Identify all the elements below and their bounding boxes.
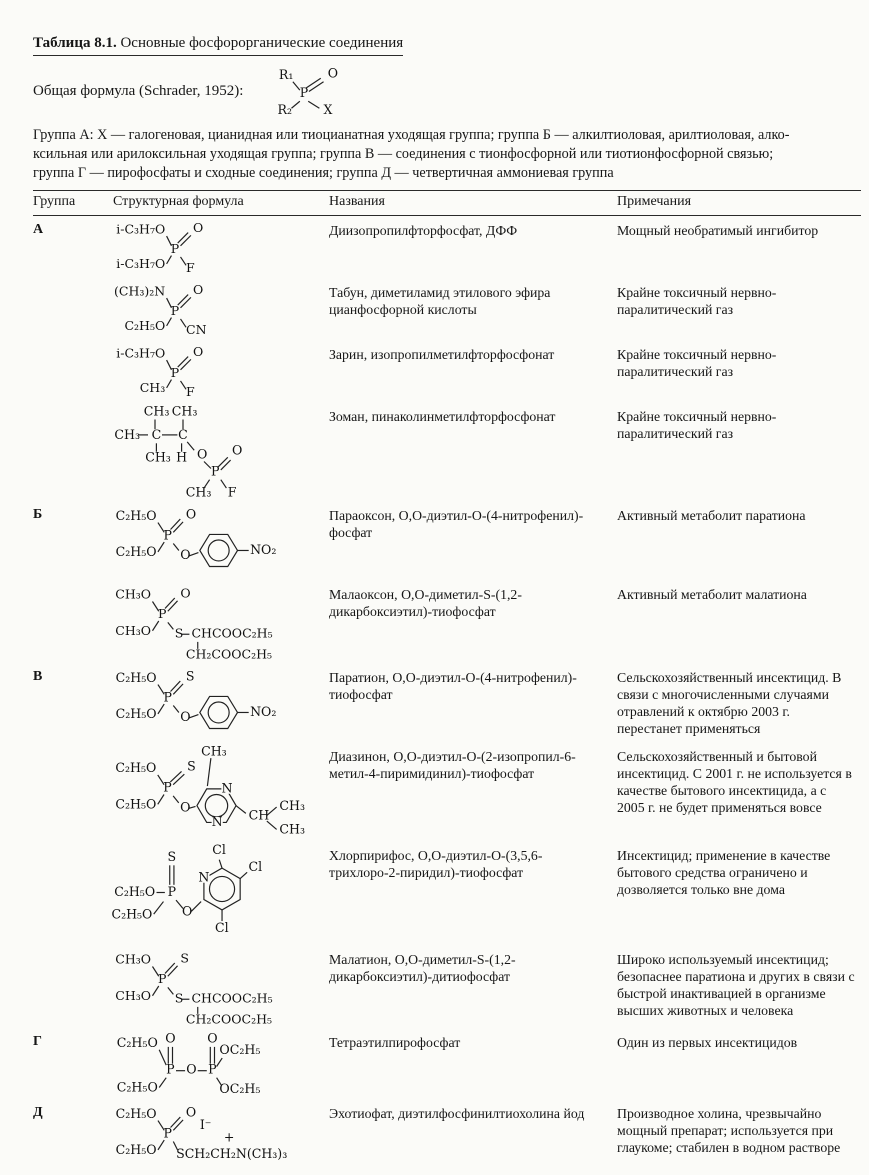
svg-text:S: S (187, 758, 196, 774)
table-row (33, 841, 861, 942)
svg-text:i-C₃H₇O: i-C₃H₇O (116, 345, 166, 361)
svg-text:i-C₃H₇O: i-C₃H₇O (116, 221, 166, 237)
structure-tabun-diagram (113, 280, 264, 337)
svg-text:C₂H₅O: C₂H₅O (115, 507, 157, 523)
table-row (33, 945, 861, 1025)
svg-text:O: O (185, 1104, 197, 1120)
svg-text:R₂: R₂ (277, 101, 293, 117)
svg-text:C₂H₅O: C₂H₅O (111, 906, 153, 922)
compound-name: Хлорпирифос, O,O-диэтил-O-(3,5,6-трихлоро-2-пиридил)-тиофосфат (329, 848, 543, 881)
compound-note: Активный метаболит паратиона (617, 508, 806, 524)
table-header-row (33, 190, 861, 216)
group-letter (33, 742, 113, 838)
group-letter: В (33, 669, 43, 685)
svg-text:O: O (328, 65, 339, 81)
svg-text:CH: CH (248, 807, 270, 823)
general-formula-diagram (269, 65, 353, 118)
compound-note: Крайне токсичный нервно-паралитический газ (617, 347, 777, 380)
svg-text:CH₂COOC₂H₅: CH₂COOC₂H₅ (185, 1011, 273, 1027)
group-letter: Б (33, 507, 43, 523)
group-letter: Д (33, 1105, 43, 1121)
structure-tepp-diagram (113, 1030, 302, 1096)
svg-text:P: P (163, 1125, 172, 1141)
structure-cell (113, 742, 329, 838)
svg-text:X: X (323, 101, 333, 117)
svg-text:CN: CN (186, 322, 207, 338)
svg-text:CH₂COOC₂H₅: CH₂COOC₂H₅ (185, 646, 273, 662)
general-formula-row (33, 60, 861, 122)
svg-text:S: S (174, 990, 184, 1006)
svg-text:O: O (193, 343, 204, 359)
structure-cell (113, 1028, 329, 1096)
compound-name: Малатион, O,O-диметил-S-(1,2-дикарбоксиэтил)-дитиофосфат (329, 952, 516, 985)
svg-text:P: P (166, 1061, 175, 1077)
table-row (33, 663, 861, 739)
compound-note: Крайне токсичный нервно-паралитический газ (617, 285, 777, 318)
svg-text:O: O (182, 903, 193, 919)
svg-text:C₂H₅O: C₂H₅O (115, 544, 157, 560)
compound-name: Тетраэтилпирофосфат (329, 1035, 461, 1051)
group-letter (33, 278, 113, 337)
compound-name: Паратион, O,O-диэтил-O-(4-нитрофенил)-тиофосфат (329, 670, 577, 703)
svg-text:CH₃: CH₃ (114, 427, 141, 443)
svg-text:S: S (180, 950, 189, 966)
column-header-structure: Структурная формула (113, 194, 244, 210)
svg-text:P: P (170, 240, 180, 256)
svg-text:O: O (165, 1030, 176, 1046)
structure-parathion-diagram (113, 665, 302, 739)
svg-text:O: O (180, 585, 191, 601)
compound-name: Зарин, изопропилметилфторфосфонат (329, 347, 555, 363)
svg-text:P: P (163, 689, 172, 705)
structure-malathion-diagram (113, 947, 302, 1025)
compound-name: Диизопропилфторфосфат, ДФФ (329, 223, 518, 239)
svg-text:P: P (167, 884, 177, 900)
svg-text:C₂H₅O: C₂H₅O (116, 1034, 158, 1050)
structure-cell (113, 216, 329, 275)
svg-text:O: O (180, 799, 191, 815)
svg-text:O: O (207, 1030, 218, 1046)
svg-text:O: O (180, 546, 191, 562)
structure-cell (113, 340, 329, 399)
table-row (33, 340, 861, 399)
structure-chlorpyrifos-diagram (113, 843, 299, 942)
group-letter: Г (33, 1034, 42, 1050)
structure-cell (113, 402, 329, 498)
svg-text:F: F (227, 484, 237, 500)
svg-text:CH₃O: CH₃O (115, 951, 152, 967)
table-row (33, 1028, 861, 1096)
svg-text:P: P (210, 463, 220, 479)
svg-text:S: S (174, 625, 184, 641)
group-letter (33, 340, 113, 399)
svg-text:CH₃O: CH₃O (115, 586, 152, 602)
svg-text:CH₃O: CH₃O (115, 988, 152, 1004)
table-caption-text: Основные фосфорорганические соединения (116, 35, 404, 51)
svg-text:P: P (163, 779, 172, 795)
compound-name: Эхотиофат, диэтилфосфинилтиохолина йод (329, 1106, 585, 1122)
svg-text:OC₂H₅: OC₂H₅ (219, 1041, 261, 1057)
table-row (33, 742, 861, 838)
svg-text:SCH₂CH₂N(CH₃)₃: SCH₂CH₂N(CH₃)₃ (176, 1146, 288, 1162)
svg-text:O: O (197, 446, 208, 462)
group-legend-line-2: ксильная или арилоксильная уходящая группа; группа В — соединения с тионфосфорной или тиотионфосфорной связью; (33, 146, 774, 163)
general-formula-label: Общая формула (Schrader, 1952): (33, 82, 244, 99)
svg-text:C₂H₅O: C₂H₅O (115, 669, 157, 685)
structure-cell (113, 278, 329, 337)
svg-text:H: H (176, 449, 188, 465)
group-letter (33, 841, 113, 942)
svg-text:P: P (163, 527, 172, 543)
svg-text:CH₃: CH₃ (145, 449, 171, 465)
svg-text:O: O (193, 219, 204, 235)
svg-text:F: F (186, 384, 195, 400)
svg-text:N: N (221, 780, 233, 796)
structure-cell (113, 841, 329, 942)
compound-note: Активный метаболит малатиона (617, 587, 807, 603)
svg-text:OC₂H₅: OC₂H₅ (219, 1081, 261, 1097)
svg-text:C₂H₅O: C₂H₅O (115, 796, 157, 812)
table-row (33, 216, 861, 275)
structure-cell (113, 1099, 329, 1175)
svg-text:P: P (300, 84, 309, 100)
svg-text:O: O (186, 1061, 197, 1077)
structure-cell (113, 580, 329, 660)
svg-text:CHCOOC₂H₅: CHCOOC₂H₅ (191, 990, 273, 1006)
svg-text:CH₃: CH₃ (185, 484, 212, 500)
compound-note: Мощный необратимый ингибитор (617, 223, 819, 239)
svg-text:P: P (170, 364, 180, 380)
svg-text:(CH₃)₂N: (CH₃)₂N (114, 283, 166, 299)
column-header-group: Группа (33, 194, 76, 210)
svg-text:i-C₃H₇O: i-C₃H₇O (116, 256, 166, 272)
group-letter (33, 945, 113, 1025)
svg-text:F: F (186, 260, 195, 276)
structure-sarin-diagram (113, 342, 264, 399)
svg-text:+: + (223, 1129, 235, 1145)
svg-text:CH₃: CH₃ (279, 821, 306, 837)
svg-text:NO₂: NO₂ (250, 542, 277, 558)
table-row (33, 1099, 861, 1175)
structure-cell (113, 663, 329, 739)
svg-text:C₂H₅O: C₂H₅O (124, 318, 166, 334)
svg-text:C₂H₅O: C₂H₅O (114, 884, 156, 900)
svg-text:C₂H₅O: C₂H₅O (115, 1142, 157, 1158)
svg-text:O: O (193, 281, 204, 297)
svg-text:I⁻: I⁻ (199, 1117, 212, 1133)
structure-dfp-diagram (113, 218, 264, 275)
compound-note: Широко используемый инсектицид; безопаснее паратиона и других в связи с быстрой инактивацией в организме высших животных и человека (617, 952, 855, 1018)
svg-text:Cl: Cl (248, 858, 263, 874)
svg-text:CH₃: CH₃ (143, 403, 170, 419)
svg-text:P: P (170, 302, 180, 318)
structure-soman-diagram (113, 404, 274, 498)
compound-name: Зоман, пинаколинметилфторфосфонат (329, 409, 556, 425)
structure-malaoxon-diagram (113, 582, 302, 660)
table-caption (33, 34, 403, 56)
compound-note: Сельскохозяйственный инсектицид. В связи с многочисленными случаями отравлений к октябрю 2003 г. перестанет применяться (617, 670, 842, 736)
svg-text:C: C (178, 427, 188, 443)
svg-text:Cl: Cl (212, 842, 226, 858)
group-legend-line-3: группа Г — пирофосфаты и сходные соединения; группа Д — четвертичная аммониевая группа (33, 165, 614, 182)
svg-text:CH₃: CH₃ (201, 743, 227, 759)
compound-name: Диазинон, O,O-диэтил-O-(2-изопропил-6-метил-4-пиримидинил)-тиофосфат (329, 749, 576, 782)
structure-cell (113, 501, 329, 577)
svg-text:CH₃: CH₃ (279, 797, 306, 813)
svg-text:C₂H₅O: C₂H₅O (115, 1105, 157, 1121)
table-row (33, 278, 861, 337)
structure-paraoxon-diagram (113, 503, 302, 577)
svg-text:O: O (232, 442, 243, 458)
svg-text:S: S (185, 668, 195, 684)
svg-text:P: P (208, 1061, 217, 1077)
compound-note: Производное холина, чрезвычайно мощный препарат; используется при глаукоме; стабилен в водном растворе (617, 1106, 841, 1156)
svg-text:C₂H₅O: C₂H₅O (115, 706, 157, 722)
group-letter (33, 580, 113, 660)
svg-text:S: S (167, 849, 177, 865)
svg-text:N: N (211, 814, 223, 830)
column-header-notes: Примечания (617, 194, 692, 210)
compound-note: Крайне токсичный нервно-паралитический газ (617, 409, 777, 442)
svg-text:C₂H₅O: C₂H₅O (115, 760, 157, 776)
group-legend-line-1: Группа А: X — галогеновая, цианидная или тиоцианатная уходящая группа; группа Б — алкилтиоловая, арилтиоловая, алко- (33, 127, 790, 143)
structure-cell (113, 945, 329, 1025)
svg-text:P: P (158, 606, 167, 622)
svg-text:O: O (180, 708, 191, 724)
structure-diazinon-diagram (113, 744, 306, 838)
structure-echothiophate-diagram (113, 1101, 323, 1175)
compound-name: Табун, диметиламид этилового эфира цианфосфорной кислоты (329, 285, 551, 318)
table-caption-number: Таблица 8.1. (33, 35, 117, 51)
svg-text:CHCOOC₂H₅: CHCOOC₂H₅ (191, 625, 273, 641)
column-header-names: Названия (329, 194, 385, 210)
compound-name: Малаоксон, O,O-диметил-S-(1,2-дикарбоксиэтил)-тиофосфат (329, 587, 522, 620)
svg-text:R₁: R₁ (279, 66, 294, 82)
svg-text:CH₃: CH₃ (139, 380, 166, 396)
compound-note: Сельскохозяйственный и бытовой инсектицид. С 2001 г. не используется в качестве бытового инсектицида, а с 2005 г. не будет применяться вовсе (617, 749, 852, 815)
svg-text:C₂H₅O: C₂H₅O (116, 1079, 158, 1095)
svg-text:P: P (158, 971, 167, 987)
table-row (33, 501, 861, 577)
svg-text:Cl: Cl (215, 920, 229, 936)
group-letter: А (33, 222, 44, 238)
table-row (33, 402, 861, 498)
compound-note: Инсектицид; применение в качестве бытового средства ограничено и дозволяется только вне дома (617, 848, 831, 898)
compound-name: Параоксон, O,O-диэтил-O-(4-нитрофенил)-фосфат (329, 508, 584, 541)
table-row (33, 580, 861, 660)
svg-text:CH₃: CH₃ (171, 403, 198, 419)
svg-text:C: C (151, 427, 162, 443)
svg-text:NO₂: NO₂ (250, 704, 277, 720)
group-legend-paragraph (33, 126, 855, 183)
svg-text:CH₃O: CH₃O (115, 623, 152, 639)
svg-text:N: N (198, 869, 210, 885)
svg-text:O: O (185, 506, 197, 522)
compound-note: Один из первых инсектицидов (617, 1035, 798, 1051)
group-letter (33, 402, 113, 498)
